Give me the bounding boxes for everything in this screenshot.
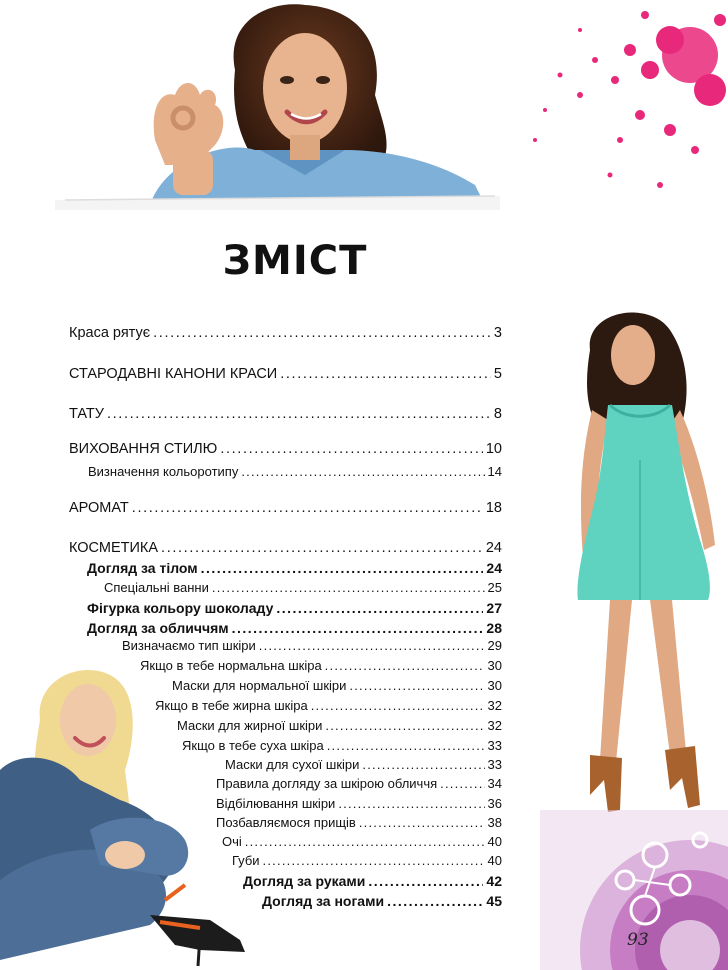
toc-entry[interactable] <box>87 620 502 636</box>
toc-entry-page: 40 <box>487 853 502 868</box>
toc-entry-page: 33 <box>487 757 502 772</box>
toc-entry[interactable] <box>225 757 502 772</box>
toc-entry-page: 32 <box>487 718 502 733</box>
toc-entry[interactable] <box>104 580 502 595</box>
toc-entry-label: Правила догляду за шкірою обличчя <box>216 776 438 791</box>
toc-dot-leader <box>132 500 483 516</box>
toc-dot-leader <box>220 441 483 457</box>
toc-dot-leader <box>241 464 484 479</box>
toc-dot-leader <box>368 873 483 889</box>
toc-entry[interactable] <box>88 464 502 479</box>
toc-entry-label: Догляд за обличчям <box>87 620 229 636</box>
toc-dot-leader <box>362 757 484 772</box>
toc-entry-label: Визначаємо тип шкіри <box>122 638 256 653</box>
toc-dot-leader <box>212 580 485 595</box>
toc-entry-label: Догляд за руками <box>243 873 366 889</box>
toc-entry-page: 24 <box>486 560 502 576</box>
toc-dot-leader <box>232 620 484 636</box>
toc-entry-label: Відбілювання шкіри <box>216 796 336 811</box>
toc-dot-leader <box>327 738 485 753</box>
toc-entry[interactable] <box>172 678 502 693</box>
toc-entry-label: ВИХОВАННЯ СТИЛЮ <box>69 441 218 457</box>
toc-entry-page: 5 <box>493 366 502 382</box>
toc-entry-page: 38 <box>487 815 502 830</box>
toc-entry-page: 29 <box>487 638 502 653</box>
toc-entry-page: 14 <box>487 464 502 479</box>
toc-dot-leader <box>338 796 484 811</box>
toc-entry-label: Губи <box>232 853 260 868</box>
toc-entry[interactable] <box>216 776 502 791</box>
toc-entry-label: Визначення кольоротипу <box>88 464 239 479</box>
toc-entry-label: ТАТУ <box>69 406 104 422</box>
toc-entry-label: Краса рятує <box>69 325 151 341</box>
toc-entry-page: 10 <box>485 441 502 457</box>
toc-entry[interactable] <box>140 658 502 673</box>
toc-dot-leader <box>359 815 485 830</box>
toc-dot-leader <box>280 366 491 382</box>
toc-entry-label: Якщо в тебе суха шкіра <box>182 738 324 753</box>
toc-entry[interactable] <box>262 893 502 909</box>
toc-entry[interactable] <box>87 560 502 576</box>
toc-dot-leader <box>387 893 483 909</box>
toc-dot-leader <box>276 600 483 616</box>
toc-entry-page: 40 <box>487 834 502 849</box>
toc-entry[interactable] <box>243 873 502 889</box>
toc-entry-page: 24 <box>485 540 502 556</box>
toc-entry-label: Спеціальні ванни <box>104 580 209 595</box>
toc-entry[interactable] <box>69 325 502 341</box>
toc-entry-page: 3 <box>493 325 502 341</box>
toc-entry-page: 8 <box>493 406 502 422</box>
toc-entry[interactable] <box>232 853 502 868</box>
toc-entry-page: 30 <box>487 678 502 693</box>
toc-entry-label: Позбавляємося прищів <box>216 815 356 830</box>
toc-dot-leader <box>440 776 484 791</box>
toc-dot-leader <box>349 678 484 693</box>
toc-entry[interactable] <box>155 698 502 713</box>
toc-dot-leader <box>311 698 485 713</box>
toc-entry[interactable] <box>69 500 502 516</box>
toc-entry[interactable] <box>69 540 502 556</box>
toc-entry[interactable] <box>216 796 502 811</box>
toc-entry-label: Очі <box>222 834 242 849</box>
toc-entry[interactable] <box>182 738 502 753</box>
toc-entry-label: Якщо в тебе нормальна шкіра <box>140 658 322 673</box>
toc-dot-leader <box>153 325 491 341</box>
toc-dot-leader <box>259 638 485 653</box>
toc-entry-label: Маски для сухої шкіри <box>225 757 360 772</box>
toc-entry-label: АРОМАТ <box>69 500 129 516</box>
toc-entry-label: Фігурка кольору шоколаду <box>87 600 274 616</box>
toc-entry-page: 28 <box>486 620 502 636</box>
toc-entry-page: 30 <box>487 658 502 673</box>
toc-entry-page: 27 <box>486 600 502 616</box>
toc-entry-label: Маски для нормальної шкіри <box>172 678 347 693</box>
toc-dot-leader <box>325 658 485 673</box>
toc-entry-label: Якщо в тебе жирна шкіра <box>155 698 308 713</box>
contents-title: ЗМІСТ <box>222 238 368 284</box>
toc-dot-leader <box>161 540 483 556</box>
toc-entry-label: КОСМЕТИКА <box>69 540 159 556</box>
toc-entry-page: 34 <box>487 776 502 791</box>
toc-entry-page: 33 <box>487 738 502 753</box>
toc-entry-page: 36 <box>487 796 502 811</box>
toc-entry[interactable] <box>177 718 502 733</box>
toc-entry-label: Догляд за ногами <box>262 893 385 909</box>
toc-entry-label: СТАРОДАВНІ КАНОНИ КРАСИ <box>69 366 278 382</box>
toc-dot-leader <box>107 406 491 422</box>
toc-dot-leader <box>245 834 485 849</box>
toc-entry[interactable] <box>69 406 502 422</box>
toc-entry-page: 32 <box>487 698 502 713</box>
toc-entry-label: Маски для жирної шкіри <box>177 718 323 733</box>
toc-dot-leader <box>201 560 484 576</box>
toc-entry-page: 42 <box>486 873 502 889</box>
toc-entry[interactable] <box>87 600 502 616</box>
toc-entry[interactable] <box>69 366 502 382</box>
page-number: 93 <box>627 930 649 950</box>
toc-entry[interactable] <box>222 834 502 849</box>
toc-entry-page: 25 <box>487 580 502 595</box>
toc-entry[interactable] <box>216 815 502 830</box>
toc-entry-label: Догляд за тілом <box>87 560 198 576</box>
toc-entry[interactable] <box>122 638 502 653</box>
toc-dot-leader <box>263 853 485 868</box>
toc-entry[interactable] <box>69 441 502 457</box>
toc-entry-page: 45 <box>486 893 502 909</box>
toc-entry-page: 18 <box>485 500 502 516</box>
toc-dot-leader <box>325 718 484 733</box>
